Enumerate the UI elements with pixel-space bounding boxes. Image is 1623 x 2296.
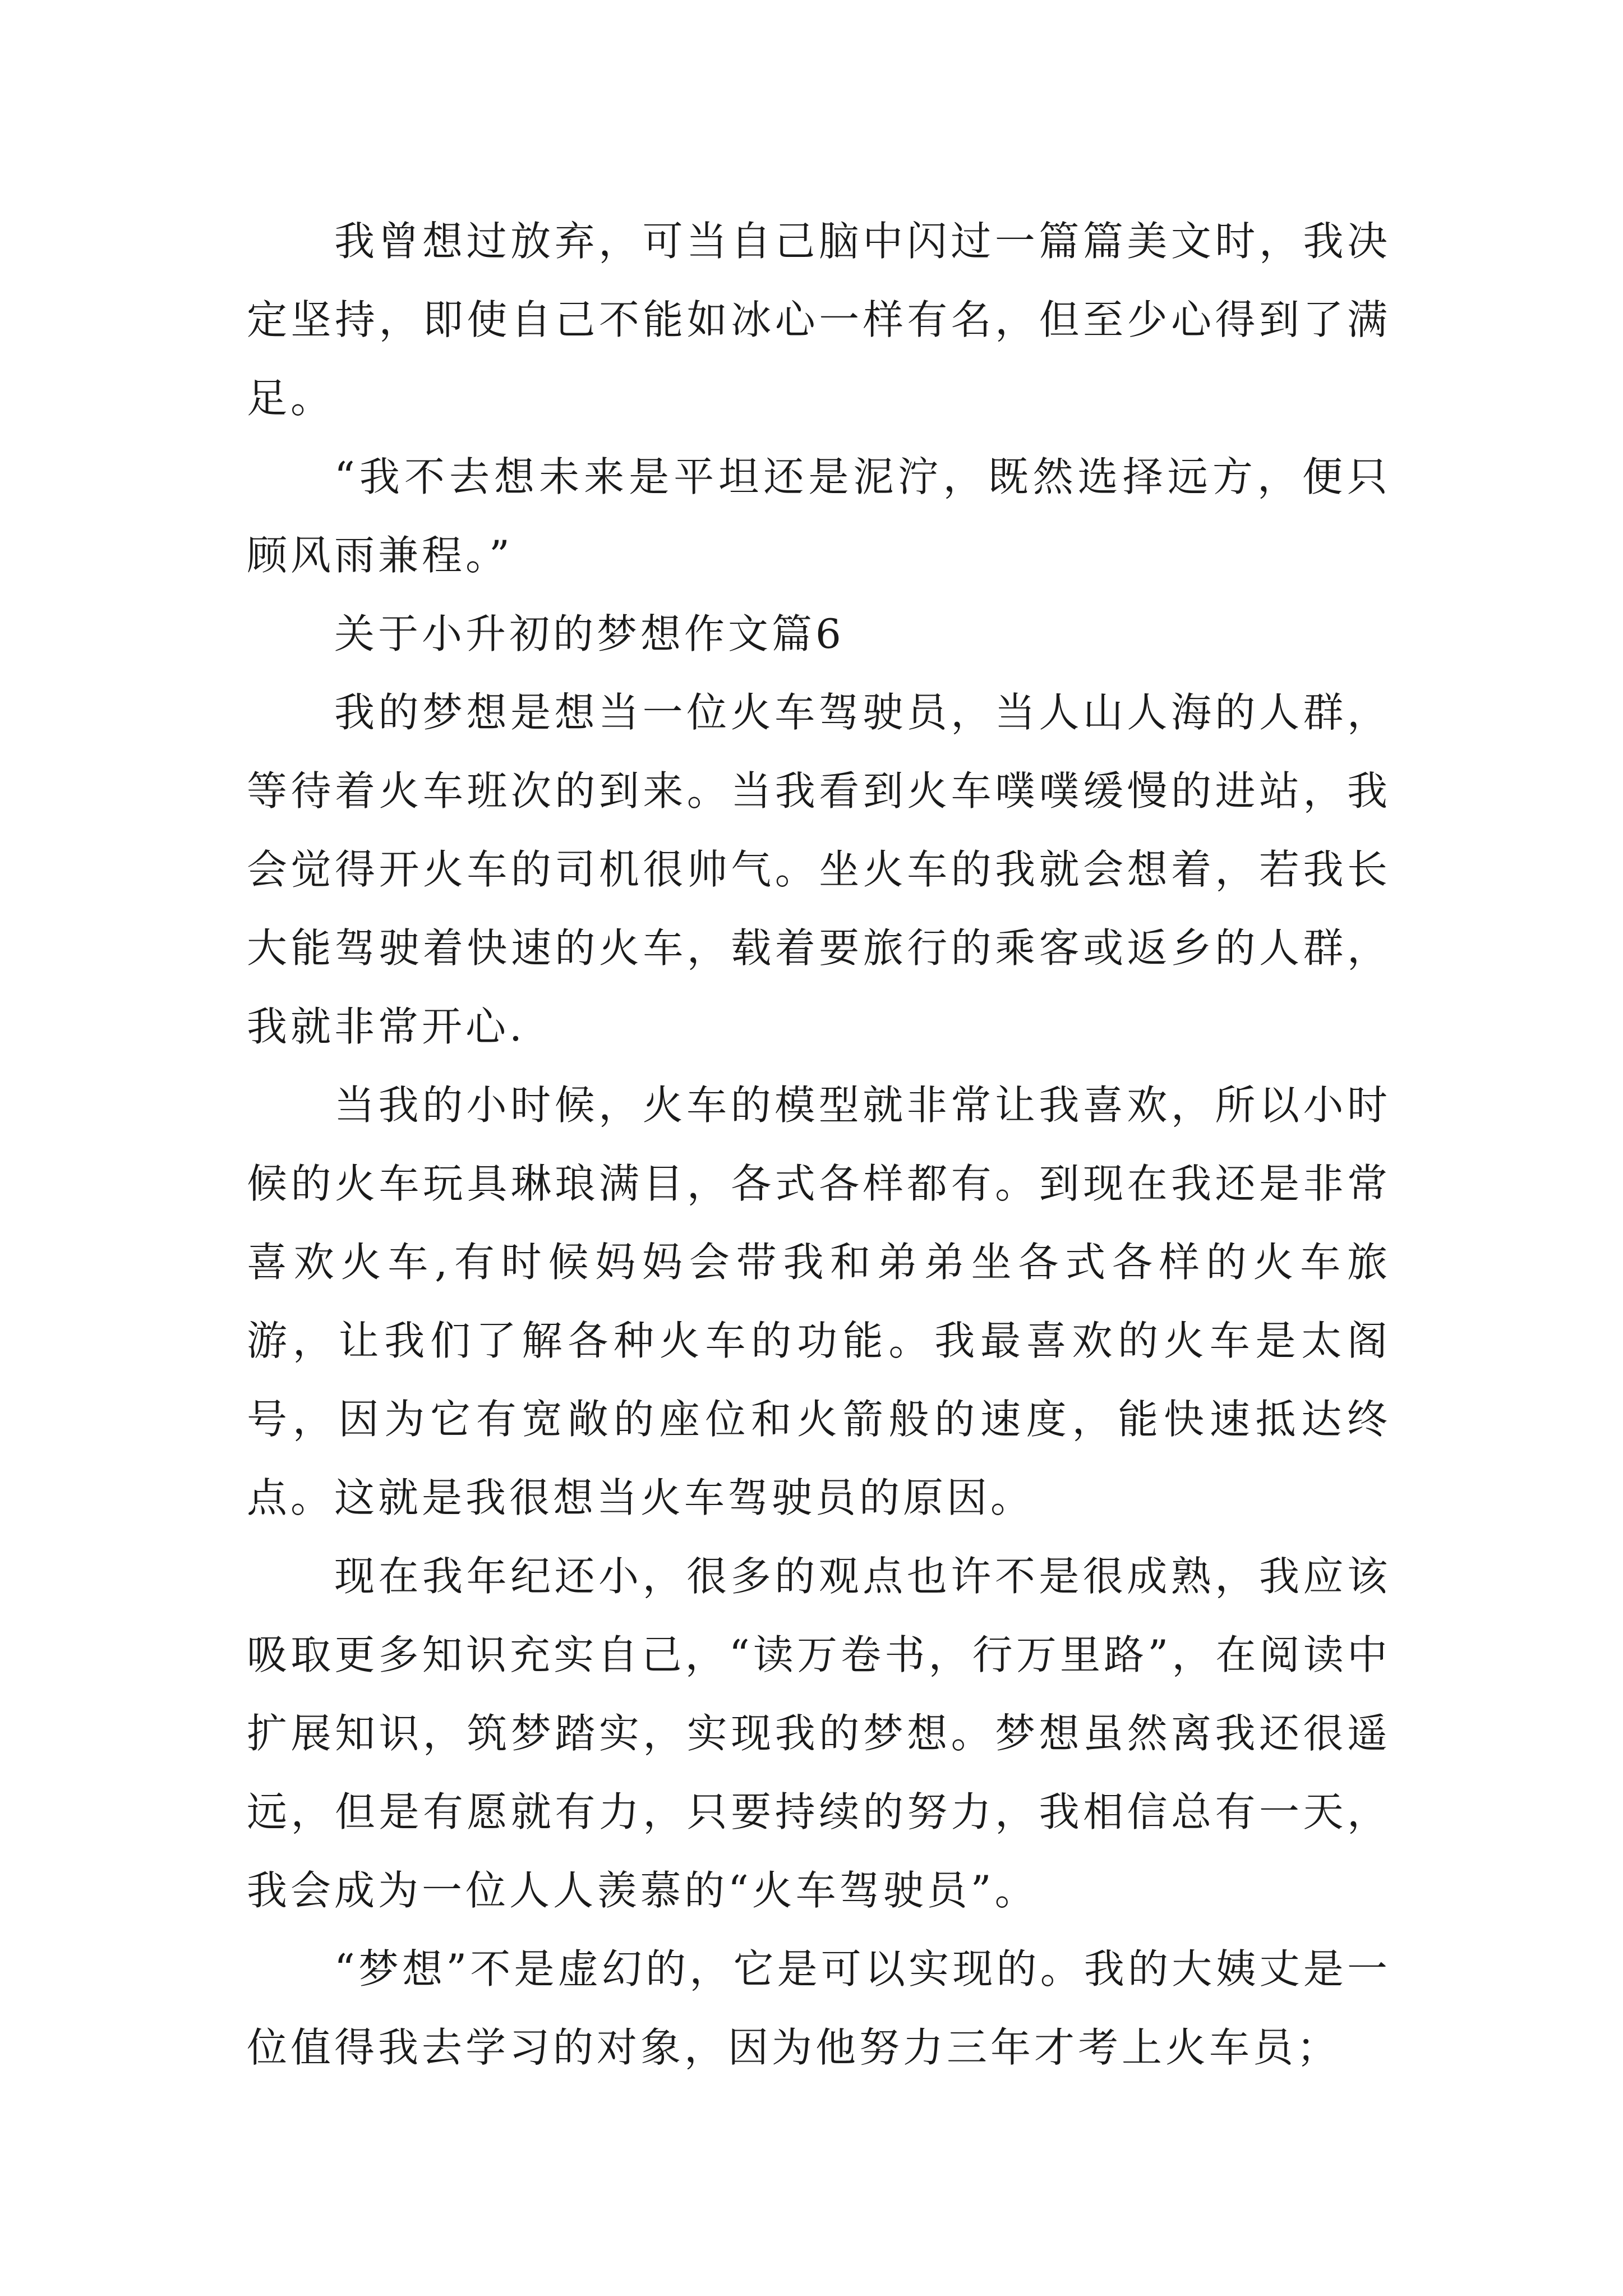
document-body <box>247 202 1391 2087</box>
paragraph: “梦想”不是虚幻的，它是可以实现的。我的大姨丈是一位值得我去学习的对象，因为他努力三年才考上火车员； <box>247 1945 1391 2071</box>
paragraph: “我不去想未来是平坦还是泥泞，既然选择远方，便只顾风雨兼程。” <box>247 453 1391 579</box>
paragraph: 我曾想过放弃，可当自己脑中闪过一篇篇美文时，我决定坚持，即使自己不能如冰心一样有名，但至少心得到了满足。 <box>247 218 1391 422</box>
paragraph: 当我的小时候，火车的模型就非常让我喜欢，所以小时候的火车玩具琳琅满目，各式各样都有。到现在我还是非常喜欢火车,有时候妈妈会带我和弟弟坐各式各样的火车旅游，让我们了解各种火车的功能。我最喜欢的火车是太阁号，因为它有宽敞的座位和火箭般的速度，能快速抵达终点。这就是我很想当火车驾驶员的原因。 <box>247 1082 1391 1521</box>
paragraph: 现在我年纪还小，很多的观点也许不是很成熟，我应该吸取更多知识充实自己，“读万卷书，行万里路”，在阅读中扩展知识，筑梦踏实，实现我的梦想。梦想虽然离我还很遥远，但是有愿就有力，只要持续的努力，我相信总有一天，我会成为一位人人羡慕的“火车驾驶员”。 <box>247 1553 1391 1914</box>
paragraph: 我的梦想是想当一位火车驾驶员，当人山人海的人群，等待着火车班次的到来。当我看到火车噗噗缓慢的进站，我会觉得开火车的司机很帅气。坐火车的我就会想着，若我长大能驾驶着快速的火车，载着要旅行的乘客或返乡的人群，我就非常开心. <box>247 689 1391 1050</box>
section-heading: 关于小升初的梦想作文篇6 <box>334 610 845 657</box>
